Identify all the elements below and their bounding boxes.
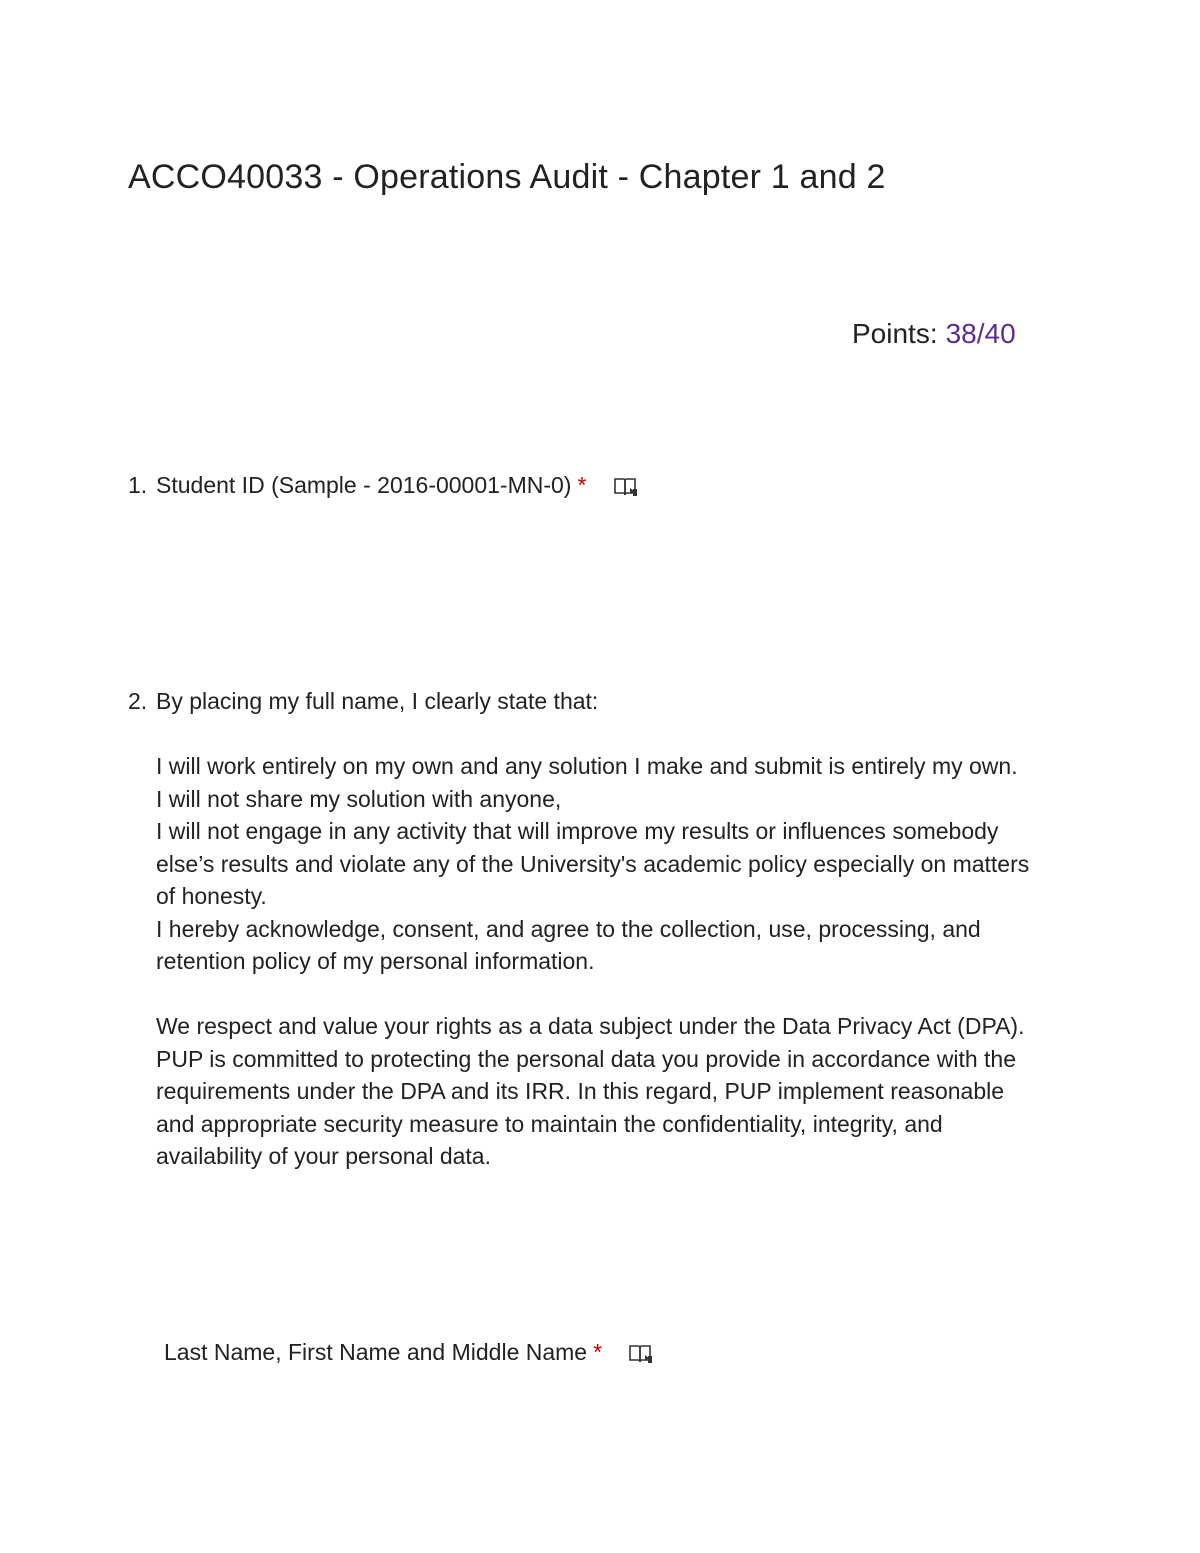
privacy-notice: We respect and value your rights as a data subject under the Data Privacy Act (DPA). PUP is committed to protecting the personal data you provide in accordance with the requirements under the DPA and its IRR. In this regard, PUP implement reasonable and appropriate security measure to maintain the confidentiality, integrity, and availability of your personal data. (156, 1013, 1025, 1169)
question-2 (128, 685, 1048, 1173)
question-number: 2. (128, 688, 148, 714)
statement-3: I will not engage in any activity that will improve my results or influences somebody else’s results and violate any of the University's academic policy especially on matters of honesty. (156, 818, 1030, 909)
points-value: 38/40 (945, 318, 1016, 349)
immersive-reader-icon[interactable] (613, 474, 639, 496)
immersive-reader-icon[interactable] (628, 1341, 654, 1363)
question-intro: By placing my full name, I clearly state that: (156, 688, 599, 714)
points-label: Points: (852, 318, 938, 349)
statement-1: I will work entirely on my own and any solution I make and submit is entirely my own. (156, 753, 1018, 779)
question-text: Student ID (Sample - 2016-00001-MN-0) (156, 472, 572, 498)
name-field-question (164, 1336, 654, 1369)
question-text: Last Name, First Name and Middle Name (164, 1339, 588, 1365)
required-asterisk: * (577, 472, 587, 498)
question-1 (128, 469, 639, 502)
required-asterisk: * (593, 1339, 603, 1365)
statement-2: I will not share my solution with anyone, (156, 785, 562, 812)
points-display (852, 318, 1016, 350)
statement-4: I hereby acknowledge, consent, and agree to the collection, use, processing, and retention policy of my personal information. (156, 915, 981, 974)
question-number: 1. (128, 472, 148, 498)
form-title: ACCO40033 - Operations Audit - Chapter 1 and 2 (128, 158, 886, 196)
